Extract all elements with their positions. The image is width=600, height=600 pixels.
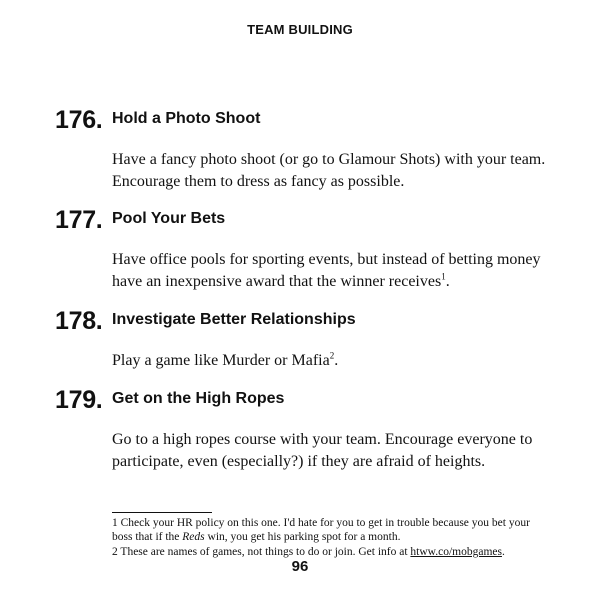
footnote-emphasis: Reds	[182, 531, 205, 543]
footnote	[112, 545, 552, 559]
footnote-text: win, you get his parking spot for a month.	[204, 531, 401, 543]
entry-body	[112, 249, 552, 293]
footnote-link[interactable]: htww.co/mobgames	[410, 546, 502, 558]
entry-number: 178.	[55, 307, 103, 335]
footnote-text: 2 These are names of games, not things to do or join. Get info at	[112, 546, 411, 558]
entry-body-text: Play a game like Murder or Mafia	[112, 352, 330, 369]
entry-title: Pool Your Bets	[112, 210, 226, 227]
footnote-ref: 1	[441, 271, 446, 282]
entry-body-end: .	[445, 273, 450, 290]
entry-body-end: .	[334, 352, 339, 369]
footnote	[112, 516, 552, 544]
entry-title: Get on the High Ropes	[112, 390, 285, 407]
footnote-text: 1 Check your HR policy on this one. I'd hate for you to get in trouble because you bet your boss that if the	[112, 517, 530, 543]
entry-title: Hold a Photo Shoot	[112, 110, 261, 127]
entry-body	[112, 350, 552, 372]
footnote-rule	[112, 512, 212, 513]
entry-number: 177.	[55, 206, 103, 234]
footnote-ref: 2	[329, 350, 335, 361]
entry-number: 179.	[55, 386, 103, 414]
entry-body-text: Have office pools for sporting events, but instead of betting money have an inexpensive award that the winner receives	[112, 251, 541, 290]
running-head: TEAM BUILDING	[247, 22, 353, 37]
footnote-text: .	[501, 546, 505, 558]
entry-title: Investigate Better Relationships	[112, 311, 356, 328]
entry-body: Have a fancy photo shoot (or go to Glamour Shots) with your team. Encourage them to dress as fancy as possible.	[112, 151, 546, 190]
entry-number: 176.	[55, 106, 103, 134]
page-number: 96	[291, 558, 309, 575]
entry-body: Go to a high ropes course with your team. Encourage everyone to participate, even (especially?) if they are afraid of heights.	[112, 431, 533, 470]
